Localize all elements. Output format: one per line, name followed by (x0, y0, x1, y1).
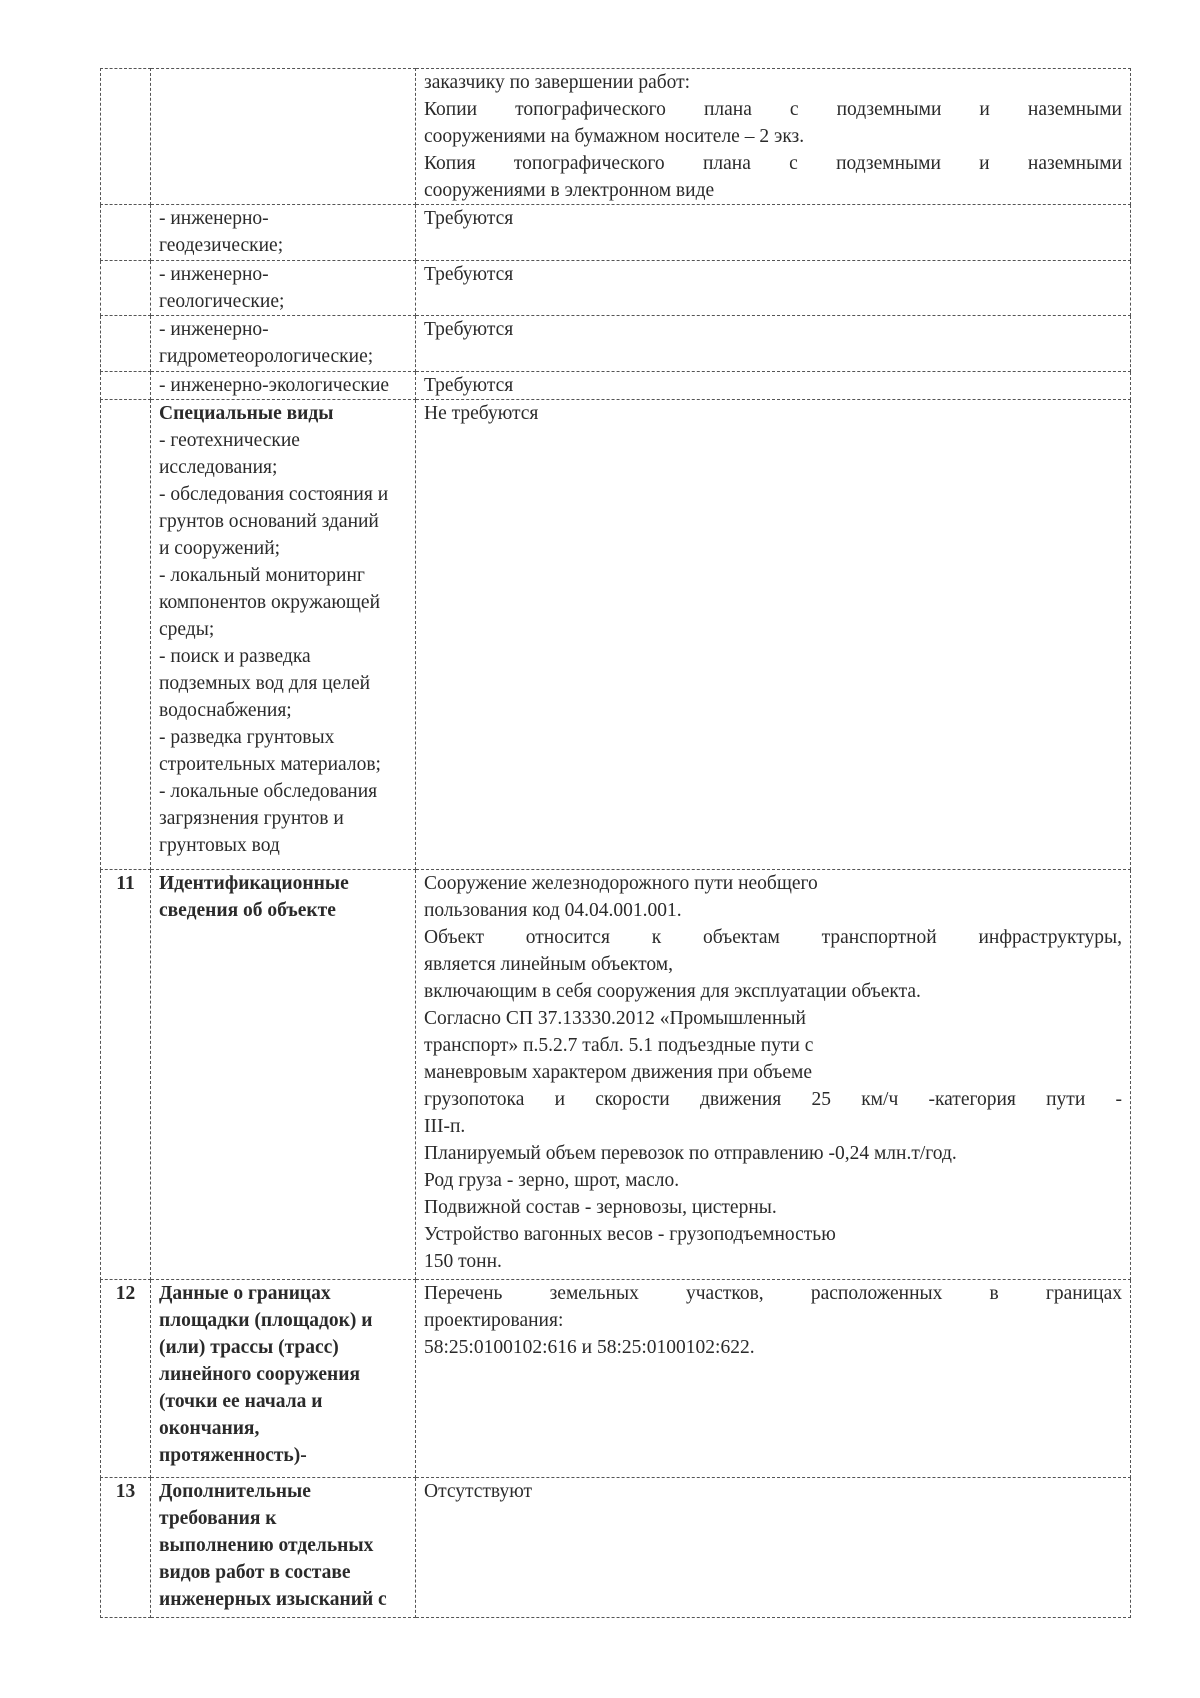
survey-name-line: - инженерно- (159, 319, 269, 340)
row-number: 12 (101, 1280, 151, 1478)
special-line: среды; (159, 619, 215, 640)
row12-name-line: (или) трассы (трасс) (159, 1337, 339, 1358)
continuation-line: сооружениями в электронном виде (424, 180, 715, 201)
row13-name-line: инженерных изысканий с (159, 1589, 387, 1610)
table-row-survey-geodetic (101, 205, 1131, 261)
continuation-line: Копия топографического плана с подземными и наземными (424, 153, 1122, 174)
survey-value-cell (416, 261, 1131, 316)
special-line: компонентов окружающей (159, 592, 381, 613)
special-line: грунтов оснований зданий (159, 511, 379, 532)
special-name-cell (151, 400, 416, 870)
row13-name-cell (151, 1478, 416, 1618)
row11-line: III-п. (424, 1116, 466, 1137)
row11-line: Устройство вагонных весов - грузоподъемностью (424, 1224, 836, 1245)
special-line: строительных материалов; (159, 754, 381, 775)
special-line: - разведка грунтовых (159, 727, 335, 748)
num-cell-empty (101, 400, 151, 870)
name-cell-empty (151, 69, 416, 205)
survey-value-cell (416, 372, 1131, 400)
row12-name-cell (151, 1280, 416, 1478)
table-row-survey-geological (101, 261, 1131, 316)
row-number: 13 (101, 1478, 151, 1618)
num-cell-empty (101, 372, 151, 400)
special-line: загрязнения грунтов и (159, 808, 344, 829)
row11-line: включающим в себя сооружения для эксплуатации объекта. (424, 981, 921, 1002)
row12-line: проектирования: (424, 1310, 564, 1331)
special-value: Не требуются (424, 403, 539, 424)
row11-name-line: сведения об объекте (159, 900, 336, 921)
row13-value-cell (416, 1478, 1131, 1618)
requirements-table (100, 68, 1131, 1618)
table-row-special (101, 400, 1131, 870)
survey-name-line: - инженерно- (159, 264, 269, 285)
survey-name-line: - инженерно-экологические (159, 375, 390, 396)
row12-value-cell (416, 1280, 1131, 1478)
row11-line: Согласно СП 37.13330.2012 «Промышленный (424, 1008, 806, 1029)
survey-name-line: гидрометеорологические; (159, 346, 374, 367)
row12-name-line: (точки ее начала и (159, 1391, 323, 1412)
survey-value: Требуются (424, 208, 514, 229)
table-row-survey-hydromet (101, 316, 1131, 372)
row11-name-cell (151, 870, 416, 1280)
row12-line: 58:25:0100102:616 и 58:25:0100102:622. (424, 1337, 755, 1358)
num-cell-empty (101, 261, 151, 316)
survey-name-cell (151, 372, 416, 400)
row12-name-line: протяженность)- (159, 1445, 307, 1466)
row-number: 11 (101, 870, 151, 1280)
survey-value-cell (416, 205, 1131, 261)
special-line: - локальный мониторинг (159, 565, 365, 586)
special-line: - локальные обследования (159, 781, 378, 802)
special-line: грунтовых вод (159, 835, 280, 856)
table-row-13 (101, 1478, 1131, 1618)
table-row-continuation (101, 69, 1131, 205)
row13-value: Отсутствуют (424, 1481, 533, 1502)
continuation-cell (416, 69, 1131, 205)
row11-line: Сооружение железнодорожного пути необщего (424, 873, 818, 894)
table-row-survey-ecological (101, 372, 1131, 400)
table-row-12 (101, 1280, 1131, 1478)
row12-name-line: окончания, (159, 1418, 260, 1439)
row11-line: пользования код 04.04.001.001. (424, 900, 682, 921)
row11-line: Род груза - зерно, шрот, масло. (424, 1170, 680, 1191)
row13-name-line: Дополнительные (159, 1481, 311, 1502)
survey-name-line: геологические; (159, 291, 285, 312)
row11-line: является линейным объектом, (424, 954, 673, 975)
row11-line: Объект относится к объектам транспортной инфраструктуры, (424, 927, 1122, 948)
special-line: водоснабжения; (159, 700, 292, 721)
special-title: Специальные виды (159, 403, 334, 424)
row12-line: Перечень земельных участков, расположенных в границах (424, 1283, 1122, 1304)
continuation-line: заказчику по завершении работ: (424, 72, 691, 93)
row12-name-line: площадки (площадок) и (159, 1310, 373, 1331)
row13-name-line: требования к (159, 1508, 277, 1529)
survey-name-cell (151, 205, 416, 261)
row13-name-line: выполнению отдельных (159, 1535, 374, 1556)
special-line: подземных вод для целей (159, 673, 371, 694)
special-line: - поиск и разведка (159, 646, 311, 667)
special-line: исследования; (159, 457, 278, 478)
continuation-line: сооружениями на бумажном носителе – 2 экз. (424, 126, 805, 147)
num-cell-empty (101, 316, 151, 372)
row11-value-cell (416, 870, 1131, 1280)
row12-name-line: линейного сооружения (159, 1364, 361, 1385)
survey-name-line: - инженерно- (159, 208, 269, 229)
special-line: и сооружений; (159, 538, 281, 559)
survey-value-cell (416, 316, 1131, 372)
survey-value: Требуются (424, 319, 514, 340)
special-line: - обследования состояния и (159, 484, 389, 505)
row11-line: транспорт» п.5.2.7 табл. 5.1 подъездные пути с (424, 1035, 814, 1056)
table-row-11 (101, 870, 1131, 1280)
survey-name-cell (151, 316, 416, 372)
continuation-line: Копии топографического плана с подземными и наземными (424, 99, 1122, 120)
num-cell-empty (101, 205, 151, 261)
survey-value: Требуются (424, 264, 514, 285)
row12-name-line: Данные о границах (159, 1283, 331, 1304)
row11-line: 150 тонн. (424, 1251, 502, 1272)
row11-line: Планируемый объем перевозок по отправлению -0,24 млн.т/год. (424, 1143, 957, 1164)
row11-line: грузопотока и скорости движения 25 км/ч -категория пути - (424, 1089, 1122, 1110)
special-line: - геотехнические (159, 430, 300, 451)
row13-name-line: видов работ в составе (159, 1562, 351, 1583)
survey-value: Требуются (424, 375, 514, 396)
special-value-cell (416, 400, 1131, 870)
row11-name-line: Идентификационные (159, 873, 349, 894)
num-cell-empty (101, 69, 151, 205)
row11-line: Подвижной состав - зерновозы, цистерны. (424, 1197, 777, 1218)
survey-name-cell (151, 261, 416, 316)
row11-line: маневровым характером движения при объеме (424, 1062, 813, 1083)
survey-name-line: геодезические; (159, 235, 284, 256)
